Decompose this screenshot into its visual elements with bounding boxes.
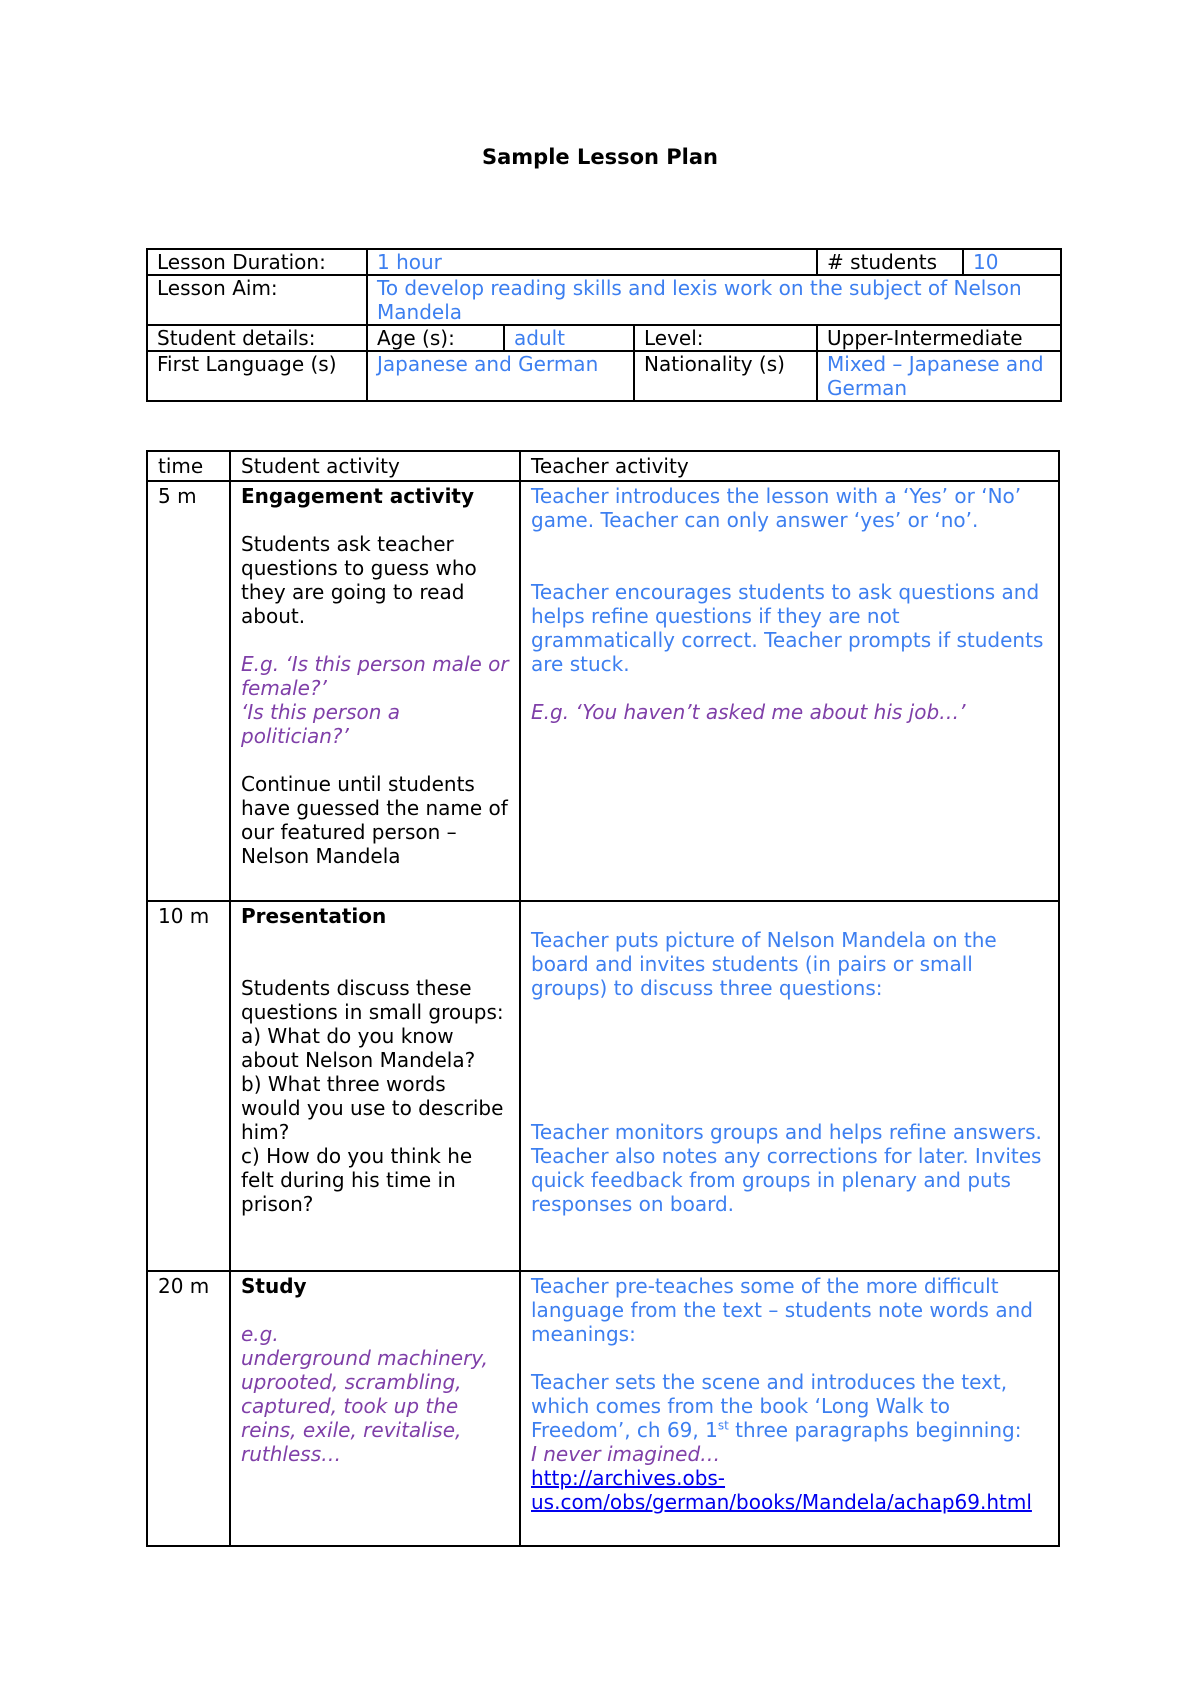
- header-time: time: [147, 451, 230, 481]
- student-activity-cell: [230, 481, 520, 901]
- lesson-info-table: [146, 248, 1062, 402]
- text-opening: I never imagined…: [531, 1442, 721, 1466]
- row-time: 5 m: [147, 481, 230, 901]
- activity-heading: Engagement activity: [241, 484, 475, 508]
- aim-label: Lesson Aim:: [147, 275, 367, 325]
- age-label: Age (s):: [367, 325, 504, 351]
- student-text: Students discuss these questions in small groups:: [241, 976, 504, 1024]
- teacher-text: Teacher introduces the lesson with a ‘Yes’ or ‘No’ game. Teacher can only answer ‘yes’ or ‘no’.: [531, 484, 1022, 532]
- student-example: ‘Is this person a politician?’: [241, 700, 401, 748]
- row-time: 10 m: [147, 901, 230, 1271]
- student-text: Students ask teacher questions to guess who they are going to read about.: [241, 532, 477, 628]
- nationality-value: Mixed – Japanese and German: [817, 351, 1061, 401]
- activity-heading: Presentation: [241, 904, 387, 928]
- page-title: Sample Lesson Plan: [482, 145, 718, 169]
- students-label: # students: [817, 249, 963, 275]
- age-value: adult: [504, 325, 634, 351]
- level-label: Level:: [634, 325, 817, 351]
- teacher-text: Teacher monitors groups and helps refine answers. Teacher also notes any corrections for later. Invites quick feedback from groups in plenary and puts responses on board.: [531, 1120, 1042, 1216]
- teacher-text: Teacher pre-teaches some of the more difficult language from the text – students note words and meanings:: [531, 1274, 1033, 1346]
- teacher-text: Teacher sets the scene and introduces the text, which comes from the book ‘Long Walk to Freedom’, ch 69, 1st three paragraphs beginning:: [531, 1370, 1022, 1442]
- teacher-activity-cell: [520, 901, 1059, 1271]
- duration-value: 1 hour: [367, 249, 817, 275]
- teacher-text: Teacher encourages students to ask questions and helps refine questions if they are not grammatically correct. Teacher prompts if students are stuck.: [531, 580, 1044, 676]
- header-student-activity: Student activity: [230, 451, 520, 481]
- nationality-label: Nationality (s): [634, 351, 817, 401]
- table-row: [147, 901, 1059, 1271]
- teacher-text: Teacher puts picture of Nelson Mandela on the board and invites students (in pairs or small groups) to discuss three questions:: [531, 928, 997, 1000]
- language-label: First Language (s): [147, 351, 367, 401]
- duration-label: Lesson Duration:: [147, 249, 367, 275]
- students-value: 10: [963, 249, 1061, 275]
- student-example: e.g.: [241, 1322, 279, 1346]
- table-row: [147, 1271, 1059, 1546]
- details-label: Student details:: [147, 325, 367, 351]
- question-a: a) What do you know about Nelson Mandela?: [241, 1024, 476, 1072]
- language-value: Japanese and German: [367, 351, 634, 401]
- teacher-example: E.g. ‘You haven’t asked me about his job…’: [531, 700, 966, 724]
- student-example: E.g. ‘Is this person male or female?’: [241, 652, 509, 700]
- lesson-plan-table: [146, 450, 1060, 1547]
- student-activity-cell: [230, 1271, 520, 1546]
- student-activity-cell: [230, 901, 520, 1271]
- vocabulary-list: underground machinery, uprooted, scrambling, captured, took up the reins, exile, revitalise, ruthless…: [241, 1346, 488, 1466]
- plan-header-row: [147, 451, 1059, 481]
- teacher-activity-cell: [520, 1271, 1059, 1546]
- source-link[interactable]: http://archives.obs-us.com/obs/german/books/Mandela/achap69.html: [531, 1466, 1032, 1514]
- row-time: 20 m: [147, 1271, 230, 1546]
- aim-value: To develop reading skills and lexis work on the subject of Nelson Mandela: [367, 275, 1061, 325]
- activity-heading: Study: [241, 1274, 307, 1298]
- level-value: Upper-Intermediate: [817, 325, 1061, 351]
- student-text: Continue until students have guessed the name of our featured person – Nelson Mandela: [241, 772, 508, 868]
- table-row: [147, 481, 1059, 901]
- header-teacher-activity: Teacher activity: [520, 451, 1059, 481]
- question-c: c) How do you think he felt during his time in prison?: [241, 1144, 473, 1216]
- question-b: b) What three words would you use to describe him?: [241, 1072, 504, 1144]
- teacher-activity-cell: [520, 481, 1059, 901]
